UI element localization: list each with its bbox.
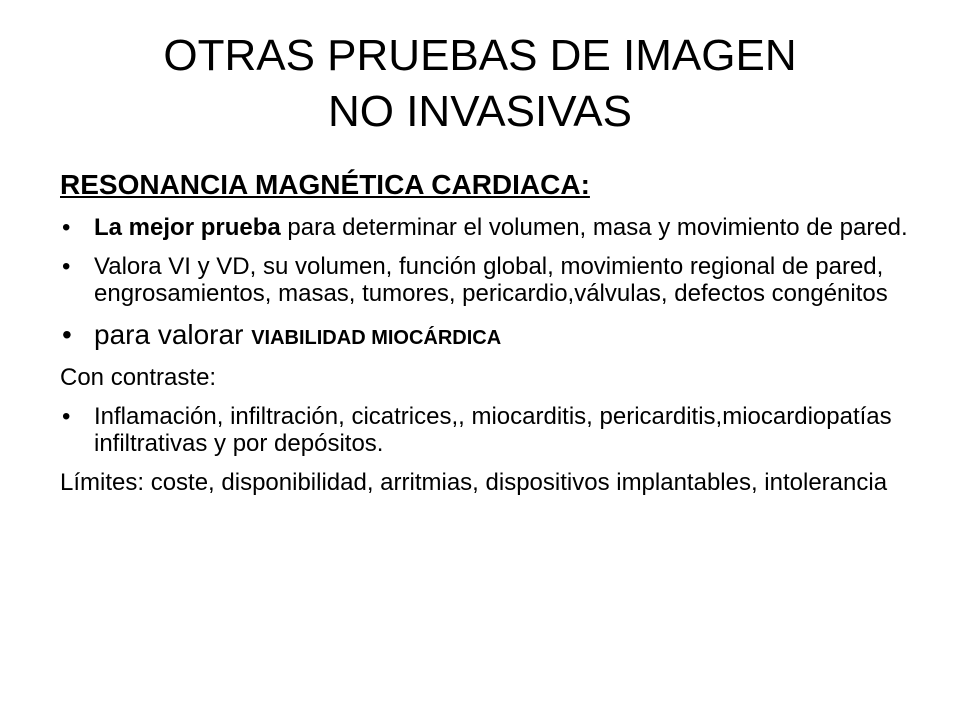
- slide-title: [60, 28, 900, 140]
- bullet-icon: •: [62, 319, 72, 350]
- slide-title-line1: OTRAS PRUEBAS DE IMAGEN: [163, 31, 797, 80]
- bullet-item-assesses: [60, 253, 910, 307]
- slide-title-line2: NO INVASIVAS: [327, 87, 632, 136]
- bullet-item-contrast: [60, 403, 910, 457]
- bullet-icon: •: [62, 403, 71, 430]
- bullet-item-viability: [60, 319, 910, 354]
- bullet-icon: •: [62, 253, 71, 280]
- bullet-text: Valora VI y VD, su volumen, función global, movimiento regional de pared, engrosamientos, masas, tumores, pericardio,válvulas, defectos congénitos: [94, 253, 888, 307]
- bullet-text: para valorar: [94, 319, 252, 350]
- section-heading: RESONANCIA MAGNÉTICA CARDIACA:: [60, 169, 590, 200]
- bullet-text: Inflamación, infiltración, cicatrices,, miocarditis, pericarditis,miocardiopatías infiltrativas y por depósitos.: [94, 403, 892, 457]
- bullet-icon: •: [62, 214, 71, 241]
- bullet-bold-text: VIABILIDAD MIOCÁRDICA: [251, 327, 502, 349]
- limits-text: Límites: coste, disponibilidad, arritmias, dispositivos implantables, intolerancia: [60, 469, 888, 496]
- bullet-bold-text: La mejor prueba: [94, 214, 281, 241]
- bullet-text: para determinar el volumen, masa y movimiento de pared.: [280, 214, 908, 241]
- contrast-label: Con contraste:: [60, 364, 217, 391]
- slide-content: [60, 168, 910, 508]
- bullet-item-best-test: [60, 214, 910, 241]
